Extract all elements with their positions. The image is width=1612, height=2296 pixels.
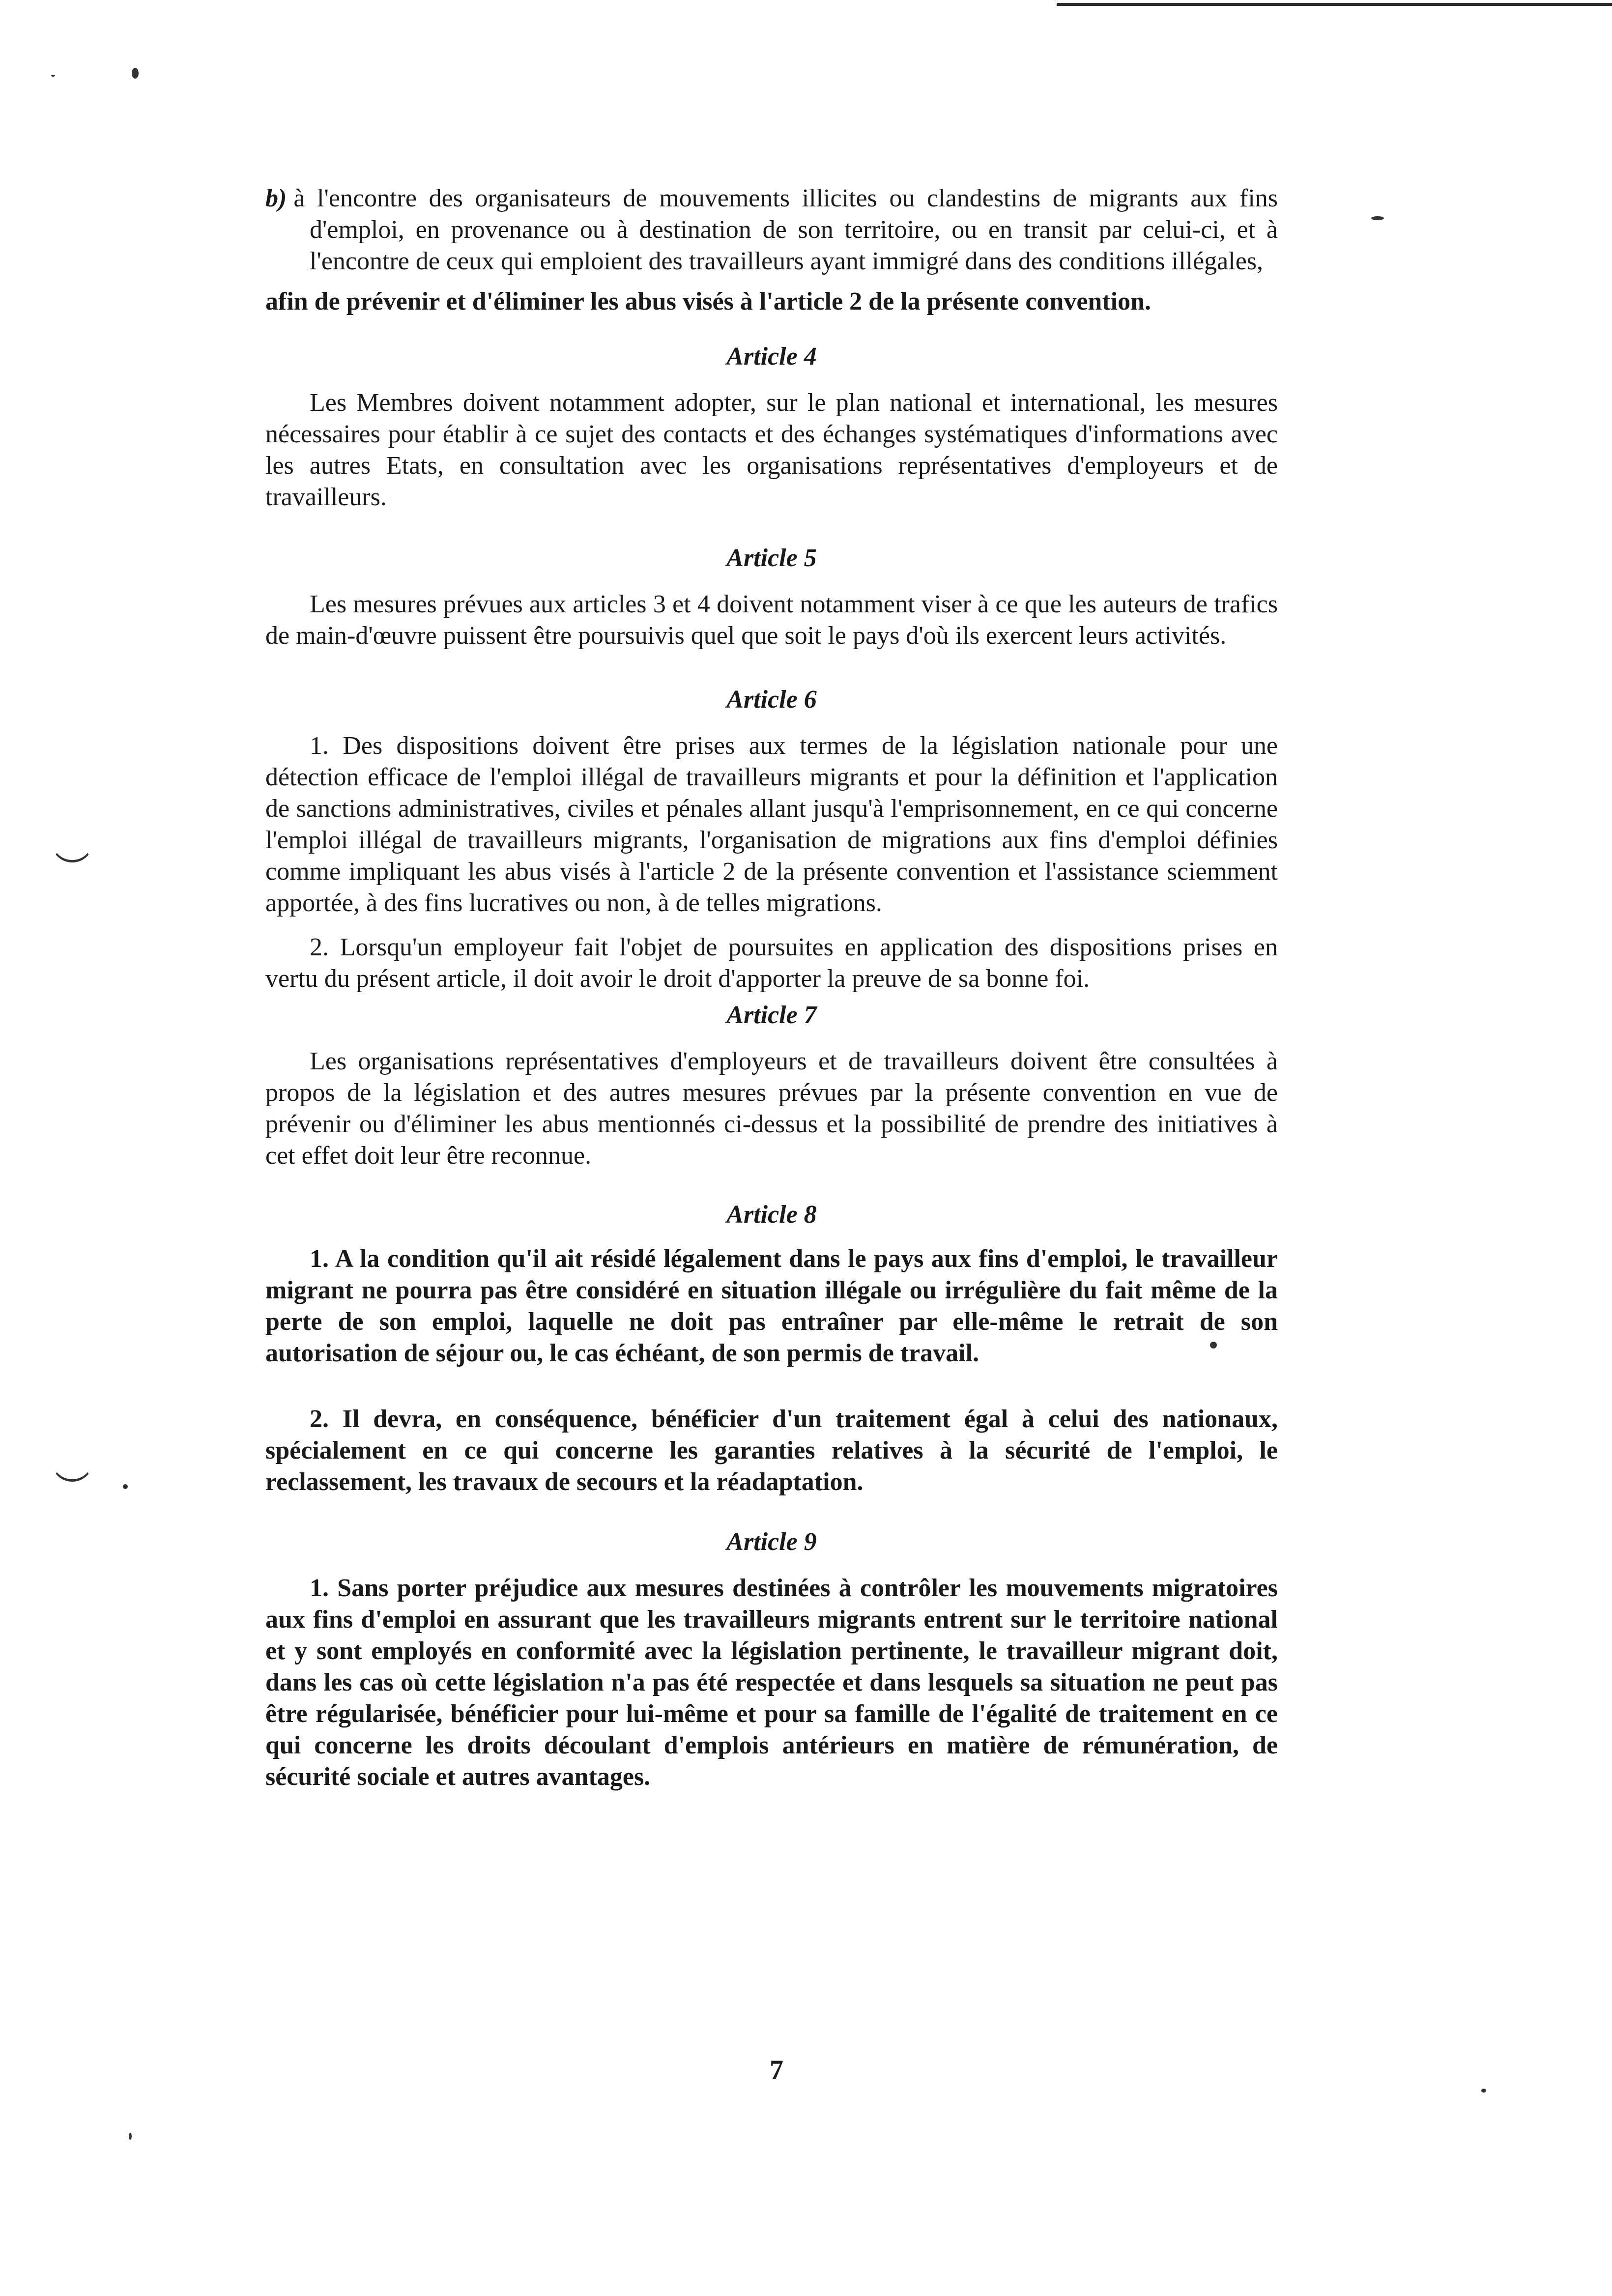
article-paragraph: 1. A la condition qu'il ait résidé légalement dans le pays aux fins d'emploi, le travailleur migrant ne pourra pas être considéré en situation illégale ou irrégulière du fait même de la perte de son emploi, laquelle ne doit pas entraîner par elle-même le retrait de son autorisation de séjour ou, le cas échéant, de son permis de travail. xyxy=(265,1245,1278,1367)
article-heading: Article 5 xyxy=(726,544,817,572)
list-item-text: à l'encontre des organisateurs de mouvements illicites ou clandestins de migrants aux fins d'emploi, en provenance ou à destination de son territoire, ou en transit par celui-ci, et à l'encontre de ceux qui emploient des travailleurs ayant immigré dans des conditions illégales, xyxy=(293,184,1278,275)
article-heading: Article 8 xyxy=(726,1201,817,1229)
article-heading: Article 7 xyxy=(726,1001,817,1029)
binder-hole-mark xyxy=(51,840,93,862)
scan-speck xyxy=(51,75,55,77)
binder-hole-mark xyxy=(51,1460,93,1482)
scan-speck xyxy=(1371,216,1384,220)
article-heading: Article 9 xyxy=(726,1528,817,1556)
article-paragraph: Les organisations représentatives d'employeurs et de travailleurs doivent être consultées à propos de la législation et des autres mesures prévues par la présente convention en vue de prévenir ou d'éliminer les abus mentionnés ci-dessus et la possibilité de prendre des initiatives à cet effet doit leur être reconnue. xyxy=(265,1047,1278,1170)
scan-speck xyxy=(123,1484,128,1489)
article-paragraph: Les mesures prévues aux articles 3 et 4 doivent notamment viser à ce que les auteurs de trafics de main-d'œuvre puissent être poursuivis quel que soit le pays d'où ils exercent leurs activités. xyxy=(265,590,1278,650)
article-paragraph: 2. Il devra, en conséquence, bénéficier d'un traitement égal à celui des nationaux, spécialement en ce qui concerne les garanties relatives à la sécurité de l'emploi, le reclassement, les travaux de secours et la réadaptation. xyxy=(265,1405,1278,1496)
document-body xyxy=(265,183,1278,1793)
scan-speck xyxy=(129,2133,132,2140)
page-number: 7 xyxy=(770,2055,783,2085)
article-heading: Article 4 xyxy=(726,343,817,371)
article-heading: Article 6 xyxy=(726,686,817,714)
article-paragraph: 1. Sans porter préjudice aux mesures destinées à contrôler les mouvements migratoires aux fins d'emploi en assurant que les travailleurs migrants entrent sur le territoire national et y sont employés en conformité avec la législation pertinente, le travailleur migrant doit, dans les cas où cette législation n'a pas été respectée et dans lesquels sa situation ne peut pas être régularisée, bénéficier pour lui-même et pour sa famille de l'égalité de traitement en ce qui concerne les droits découlant d'emplois antérieurs en matière de rémunération, de sécurité sociale et autres avantages. xyxy=(265,1574,1278,1791)
list-item-b xyxy=(265,183,1278,277)
purpose-clause: afin de prévenir et d'éliminer les abus visés à l'article 2 de la présente convention. xyxy=(265,287,1151,316)
article-paragraph: Les Membres doivent notamment adopter, sur le plan national et international, les mesures nécessaires pour établir à ce sujet des contacts et des échanges systématiques d'informations avec les autres Etats, en consultation avec les organisations représentatives d'employeurs et de travailleurs. xyxy=(265,389,1278,511)
article-paragraph: 2. Lorsqu'un employeur fait l'objet de poursuites en application des dispositions prises en vertu du présent article, il doit avoir le droit d'apporter la preuve de sa bonne foi. xyxy=(265,933,1278,993)
article-paragraph: 1. Des dispositions doivent être prises aux termes de la législation nationale pour une détection efficace de l'emploi illégal de travailleurs migrants et pour la définition et l'application de sanctions administratives, civiles et pénales allant jusqu'à l'emprisonnement, en ce qui concerne l'emploi illégal de travailleurs migrants, l'organisation de migrations aux fins d'emploi définies comme impliquant les abus visés à l'article 2 de la présente convention et l'assistance sciemment apportée, à des fins lucratives ou non, à de telles migrations. xyxy=(265,732,1278,917)
top-border-rule xyxy=(1057,3,1612,6)
scan-speck xyxy=(1481,2089,1486,2093)
list-item-letter: b) xyxy=(265,184,287,212)
scan-speck xyxy=(132,68,139,79)
